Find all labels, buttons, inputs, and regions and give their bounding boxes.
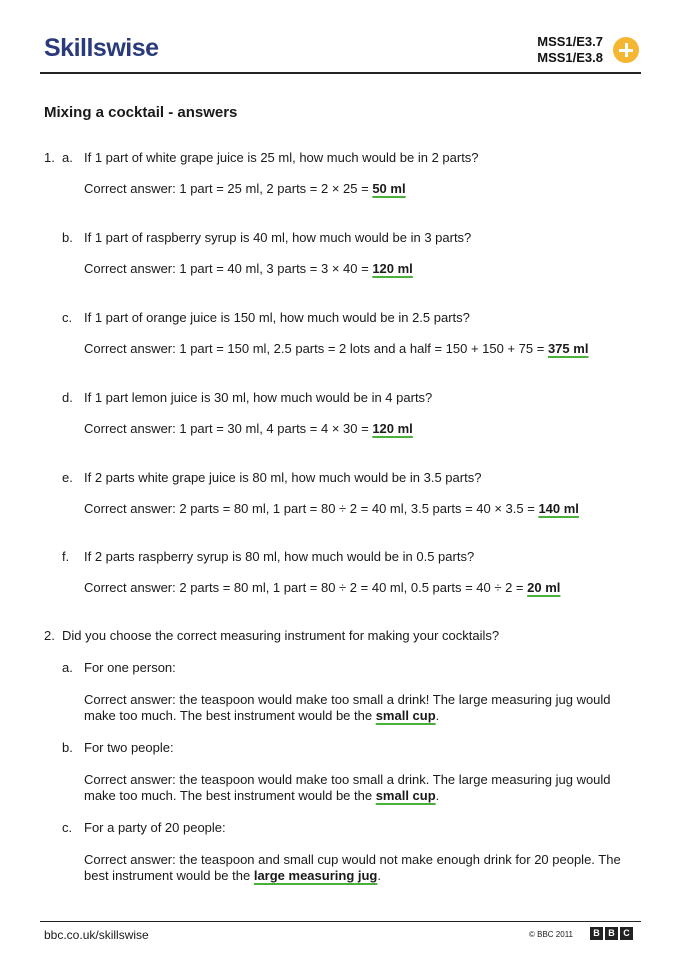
question-2-number: 2. — [44, 628, 55, 643]
answer-value: 20 ml — [527, 580, 561, 595]
bbc-logo-letter: B — [605, 927, 618, 940]
item-question: If 1 part of orange juice is 150 ml, how much would be in 2.5 parts? — [84, 310, 470, 325]
copyright-text: © BBC 2011 — [529, 930, 573, 939]
answer-text: Correct answer: 2 parts = 80 ml, 1 part = 80 ÷ 2 = 40 ml, 0.5 parts = 40 ÷ 2 = — [84, 580, 528, 595]
answer-value: small cup — [375, 788, 436, 803]
answer-text: Correct answer: 1 part = 150 ml, 2.5 parts = 2 lots and a half = 150 + 150 + 75 = — [84, 341, 548, 356]
item-answer — [84, 261, 413, 277]
item-answer — [84, 181, 406, 197]
answer-value: 120 ml — [372, 421, 413, 436]
curriculum-code-2: MSS1/E3.8 — [537, 50, 603, 65]
bbc-logo — [590, 927, 633, 940]
item-letter: b. — [62, 740, 73, 755]
item-question: For one person: — [84, 660, 176, 675]
answer-value: 140 ml — [538, 501, 579, 516]
item-letter: a. — [62, 150, 73, 165]
answer-value: small cup — [375, 708, 436, 723]
answer-text: Correct answer: 1 part = 30 ml, 4 parts = 4 × 30 = — [84, 421, 373, 436]
footer-divider — [40, 921, 641, 922]
answer-text: Correct answer: 2 parts = 80 ml, 1 part = 80 ÷ 2 = 40 ml, 3.5 parts = 40 × 3.5 = — [84, 501, 539, 516]
item-question: If 2 parts raspberry syrup is 80 ml, how much would be in 0.5 parts? — [84, 549, 475, 564]
item-answer — [84, 421, 413, 437]
answer-suffix: . — [435, 708, 440, 723]
answer-value: large measuring jug — [253, 868, 378, 883]
question-2-text: Did you choose the correct measuring instrument for making your cocktails? — [62, 628, 500, 643]
item-answer — [84, 580, 560, 596]
answer-suffix: . — [377, 868, 381, 883]
answer-text: Correct answer: the teaspoon would make too small a drink! The large measuring jug would make too much. The best instrument would be the — [84, 692, 611, 723]
answer-value: 120 ml — [372, 261, 413, 276]
curriculum-code-1: MSS1/E3.7 — [537, 34, 603, 49]
item-answer — [84, 772, 644, 804]
item-question: If 2 parts white grape juice is 80 ml, how much would be in 3.5 parts? — [84, 470, 482, 485]
page-title: Mixing a cocktail - answers — [44, 104, 238, 121]
page-header — [0, 0, 685, 80]
answer-text: Correct answer: the teaspoon and small cup would not make enough drink for 20 people. The best instrument would be the — [84, 852, 621, 883]
footer-url-link[interactable]: bbc.co.uk/skillswise — [44, 928, 149, 942]
header-divider — [40, 72, 641, 74]
item-question: For two people: — [84, 740, 174, 755]
item-letter: c. — [62, 310, 73, 325]
item-answer — [84, 852, 644, 884]
bbc-logo-letter: C — [620, 927, 633, 940]
item-answer — [84, 501, 579, 517]
item-letter: c. — [62, 820, 73, 835]
plus-icon — [613, 37, 639, 63]
skillswise-logo: Skillswise — [44, 34, 159, 62]
item-question: For a party of 20 people: — [84, 820, 226, 835]
item-letter: f. — [62, 549, 70, 564]
item-question: If 1 part of white grape juice is 25 ml, how much would be in 2 parts? — [84, 150, 479, 165]
question-1-number: 1. — [44, 150, 55, 165]
answer-suffix: . — [435, 788, 440, 803]
answer-value: 375 ml — [547, 341, 589, 356]
answer-text: Correct answer: 1 part = 25 ml, 2 parts = 2 × 25 = — [84, 181, 373, 196]
answer-value: 50 ml — [372, 181, 406, 196]
item-letter: a. — [62, 660, 73, 675]
item-letter: e. — [62, 470, 73, 485]
item-answer — [84, 692, 644, 724]
answer-text: Correct answer: 1 part = 40 ml, 3 parts = 3 × 40 = — [84, 261, 373, 276]
item-letter: b. — [62, 230, 73, 245]
bbc-logo-letter: B — [590, 927, 603, 940]
answer-text: Correct answer: the teaspoon would make too small a drink. The large measuring jug would make too much. The best instrument would be the — [84, 772, 611, 803]
item-letter: d. — [62, 390, 73, 405]
item-question: If 1 part of raspberry syrup is 40 ml, how much would be in 3 parts? — [84, 230, 472, 245]
item-question: If 1 part lemon juice is 30 ml, how much would be in 4 parts? — [84, 390, 433, 405]
curriculum-codes — [537, 34, 603, 66]
item-answer — [84, 341, 588, 357]
